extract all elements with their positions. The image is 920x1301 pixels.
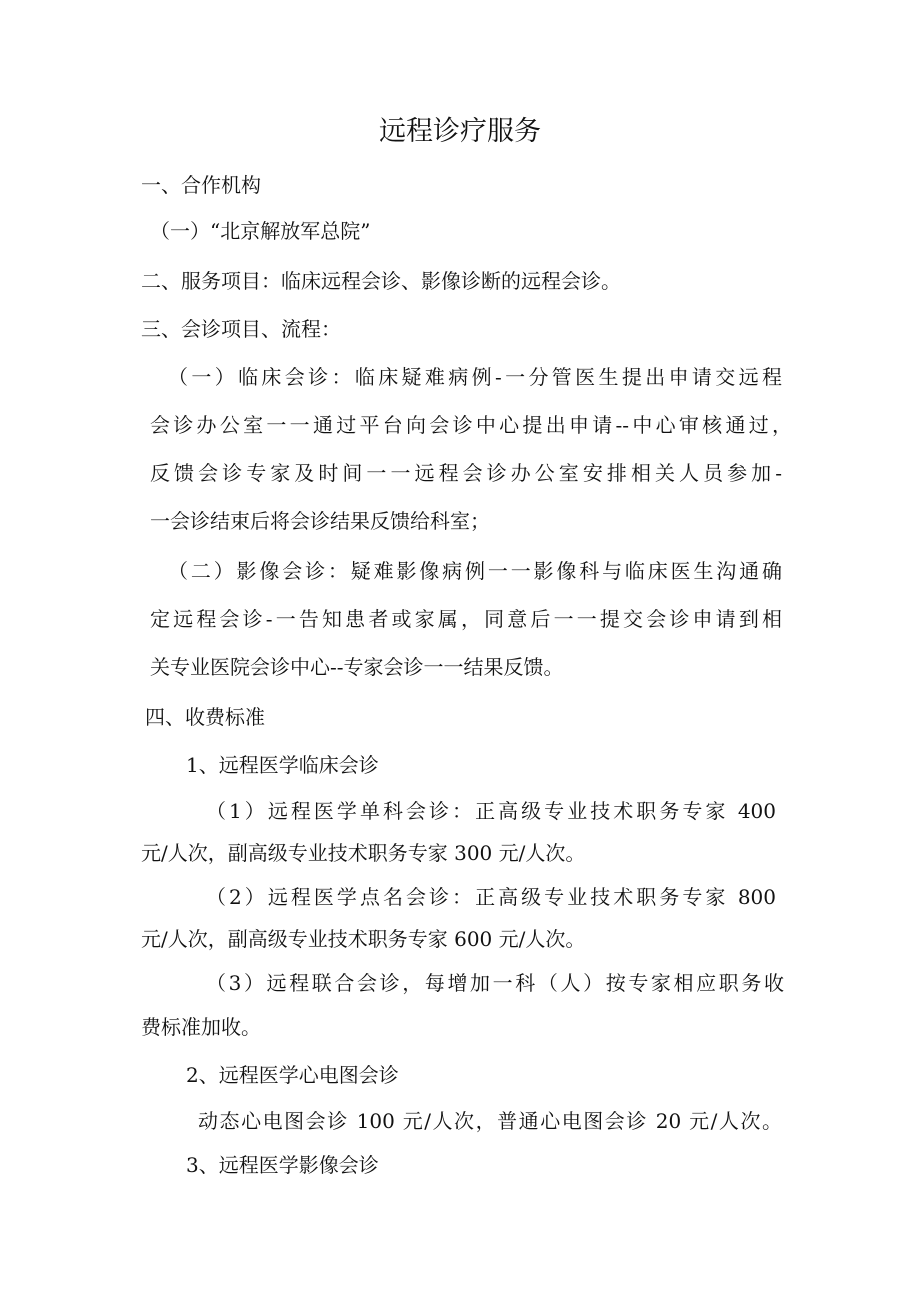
section-heading-fees: 四、收费标准 <box>145 705 265 729</box>
document-title: 远程诊疗服务 <box>379 116 541 147</box>
fee-subheading-imaging: 3、远程医学影像会诊 <box>186 1153 379 1177</box>
fee-item-line: 费标准加收。 <box>141 1015 261 1039</box>
fee-item-line: 元/人次，副高级专业技术职务专家 600 元/人次。 <box>141 927 586 951</box>
fee-item-line: （3）远程联合会诊，每增加一科（人）按专家相应职务收 <box>206 971 784 995</box>
imaging-consult-line: 关专业医院会诊中心--专家会诊一一结果反馈。 <box>150 655 564 679</box>
clinical-consult-line: 一会诊结束后将会诊结果反馈给科室； <box>150 509 490 533</box>
fee-item-line: 元/人次，副高级专业技术职务专家 300 元/人次。 <box>141 841 586 865</box>
cooperation-item: （一）“北京解放军总院” <box>150 219 371 243</box>
clinical-consult-line: 反馈会诊专家及时间一一远程会诊办公室安排相关人员参加- <box>150 461 782 485</box>
imaging-consult-line: 定远程会诊-一告知患者或家属，同意后一一提交会诊申请到相 <box>150 607 782 631</box>
fee-subheading-clinical: 1、远程医学临床会诊 <box>186 753 379 777</box>
fee-ecg-text: 动态心电图会诊 100 元/人次，普通心电图会诊 20 元/人次。 <box>198 1109 782 1133</box>
clinical-consult-line: 会诊办公室一一通过平台向会诊中心提出申请--中心审核通过， <box>150 413 792 437</box>
fee-item-line: （2）远程医学点名会诊：正高级专业技术职务专家 800 <box>206 885 776 909</box>
section-heading-cooperation: 一、合作机构 <box>141 173 261 197</box>
section-heading-services: 二、服务项目：临床远程会诊、影像诊断的远程会诊。 <box>141 269 621 293</box>
clinical-consult-line: （一）临床会诊：临床疑难病例-一分管医生提出申请交远程 <box>168 365 782 389</box>
imaging-consult-line: （二）影像会诊：疑难影像病例一一影像科与临床医生沟通确 <box>168 559 782 583</box>
fee-subheading-ecg: 2、远程医学心电图会诊 <box>186 1063 399 1087</box>
section-heading-process: 三、会诊项目、流程： <box>141 317 341 341</box>
fee-item-line: （1）远程医学单科会诊：正高级专业技术职务专家 400 <box>206 799 776 823</box>
